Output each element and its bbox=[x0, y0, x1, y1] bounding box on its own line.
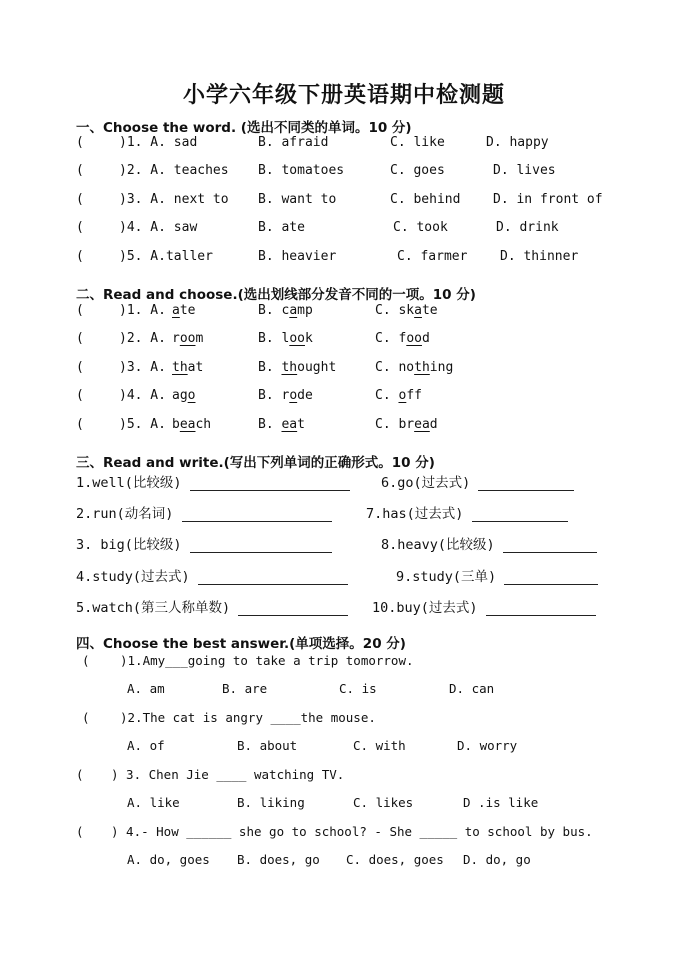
option-a: A. am bbox=[127, 681, 165, 696]
option-a: A. like bbox=[127, 795, 180, 810]
option-a: room bbox=[172, 331, 204, 346]
option-a: )4. A. saw bbox=[119, 220, 198, 235]
question-number: )1. A. bbox=[119, 303, 166, 318]
word-item: 3. big(比较级) bbox=[76, 533, 332, 553]
option-a: )1. A. sad bbox=[119, 135, 198, 150]
option-b: B. tomatoes bbox=[258, 163, 345, 178]
paren: ( bbox=[76, 192, 84, 207]
page-title: 小学六年级下册英语期中检测题 bbox=[182, 83, 505, 108]
option-d: D. thinner bbox=[500, 249, 579, 264]
paren: ( bbox=[76, 824, 84, 839]
option-b: B. camp bbox=[258, 303, 313, 318]
option-a: A. of bbox=[127, 738, 165, 753]
option-b: B. does, go bbox=[237, 852, 320, 867]
option-b: B. thought bbox=[258, 360, 337, 375]
option-b: B. look bbox=[258, 331, 313, 346]
option-c: C. does, goes bbox=[346, 852, 444, 867]
option-c: C. like bbox=[390, 135, 445, 150]
option-d: D .is like bbox=[463, 795, 539, 810]
question-number: )2. A. bbox=[119, 331, 166, 346]
word-item: 4.study(过去式) bbox=[76, 565, 348, 585]
word-item: 8.heavy(比较级) bbox=[381, 533, 597, 553]
word-item: 10.buy(过去式) bbox=[372, 596, 596, 616]
option-c: C. took bbox=[393, 220, 448, 235]
question-stem: ) 4.- How ______ she go to school? - She _____ to school by bus. bbox=[111, 824, 593, 839]
option-c: C. likes bbox=[353, 795, 414, 810]
option-c: C. food bbox=[375, 331, 430, 346]
option-a: )3. A. next to bbox=[119, 192, 229, 207]
option-a: )5. A.taller bbox=[119, 249, 213, 264]
question-stem: )2.The cat is angry ____the mouse. bbox=[120, 710, 376, 725]
option-d: D. do, go bbox=[463, 852, 531, 867]
option-b: B. afraid bbox=[258, 135, 329, 150]
word-item: 6.go(过去式) bbox=[381, 471, 574, 491]
option-b: B. liking bbox=[237, 795, 305, 810]
option-d: D. can bbox=[449, 681, 495, 696]
option-a: ago bbox=[172, 388, 196, 403]
word-item: 2.run(动名词) bbox=[76, 502, 332, 522]
section-3-heading: 三、Read and write.(写出下列单词的正确形式。10 分) bbox=[76, 455, 435, 471]
option-b: B. rode bbox=[258, 388, 313, 403]
option-a: A. do, goes bbox=[127, 852, 210, 867]
paren: ( bbox=[76, 417, 84, 432]
question-number: )5. A. bbox=[119, 417, 166, 432]
option-b: B. are bbox=[222, 681, 268, 696]
question-number: )3. A. bbox=[119, 360, 166, 375]
option-d: D. worry bbox=[457, 738, 518, 753]
paren: ( bbox=[82, 653, 90, 668]
word-item: 1.well(比较级) bbox=[76, 471, 350, 491]
option-a: that bbox=[172, 360, 204, 375]
paren: ( bbox=[76, 163, 84, 178]
option-b: B. ate bbox=[258, 220, 305, 235]
paren: ( bbox=[76, 220, 84, 235]
option-c: C. behind bbox=[390, 192, 461, 207]
word-item: 5.watch(第三人称单数) bbox=[76, 596, 348, 616]
option-b: B. heavier bbox=[258, 249, 337, 264]
option-a: beach bbox=[172, 417, 212, 432]
option-c: C. bread bbox=[375, 417, 438, 432]
paren: ( bbox=[82, 710, 90, 725]
paren: ( bbox=[76, 249, 84, 264]
option-c: C. nothing bbox=[375, 360, 454, 375]
section-2-heading: 二、Read and choose.(选出划线部分发音不同的一项。10 分) bbox=[76, 287, 476, 303]
option-c: C. is bbox=[339, 681, 377, 696]
paren: ( bbox=[76, 303, 84, 318]
option-d: D. happy bbox=[486, 135, 549, 150]
option-c: C. skate bbox=[375, 303, 438, 318]
option-b: B. eat bbox=[258, 417, 305, 432]
word-item: 7.has(过去式) bbox=[366, 502, 568, 522]
paren: ( bbox=[76, 767, 84, 782]
option-b: B. about bbox=[237, 738, 298, 753]
option-b: B. want to bbox=[258, 192, 337, 207]
option-d: D. lives bbox=[493, 163, 556, 178]
paren: ( bbox=[76, 360, 84, 375]
option-a: ate bbox=[172, 303, 196, 318]
question-stem: ) 3. Chen Jie ____ watching TV. bbox=[111, 767, 345, 782]
section-4-heading: 四、Choose the best answer.(单项选择。20 分) bbox=[76, 636, 406, 652]
option-a: )2. A. teaches bbox=[119, 163, 229, 178]
option-c: C. off bbox=[375, 388, 422, 403]
option-d: D. drink bbox=[496, 220, 559, 235]
word-item: 9.study(三单) bbox=[396, 565, 598, 585]
option-c: C. with bbox=[353, 738, 406, 753]
option-c: C. goes bbox=[390, 163, 445, 178]
question-number: )4. A. bbox=[119, 388, 166, 403]
section-1-heading: 一、Choose the word. (选出不同类的单词。10 分) bbox=[76, 120, 412, 136]
paren: ( bbox=[76, 331, 84, 346]
paren: ( bbox=[76, 135, 84, 150]
option-c: C. farmer bbox=[397, 249, 468, 264]
paren: ( bbox=[76, 388, 84, 403]
question-stem: )1.Amy___going to take a trip tomorrow. bbox=[120, 653, 414, 668]
option-d: D. in front of bbox=[493, 192, 603, 207]
